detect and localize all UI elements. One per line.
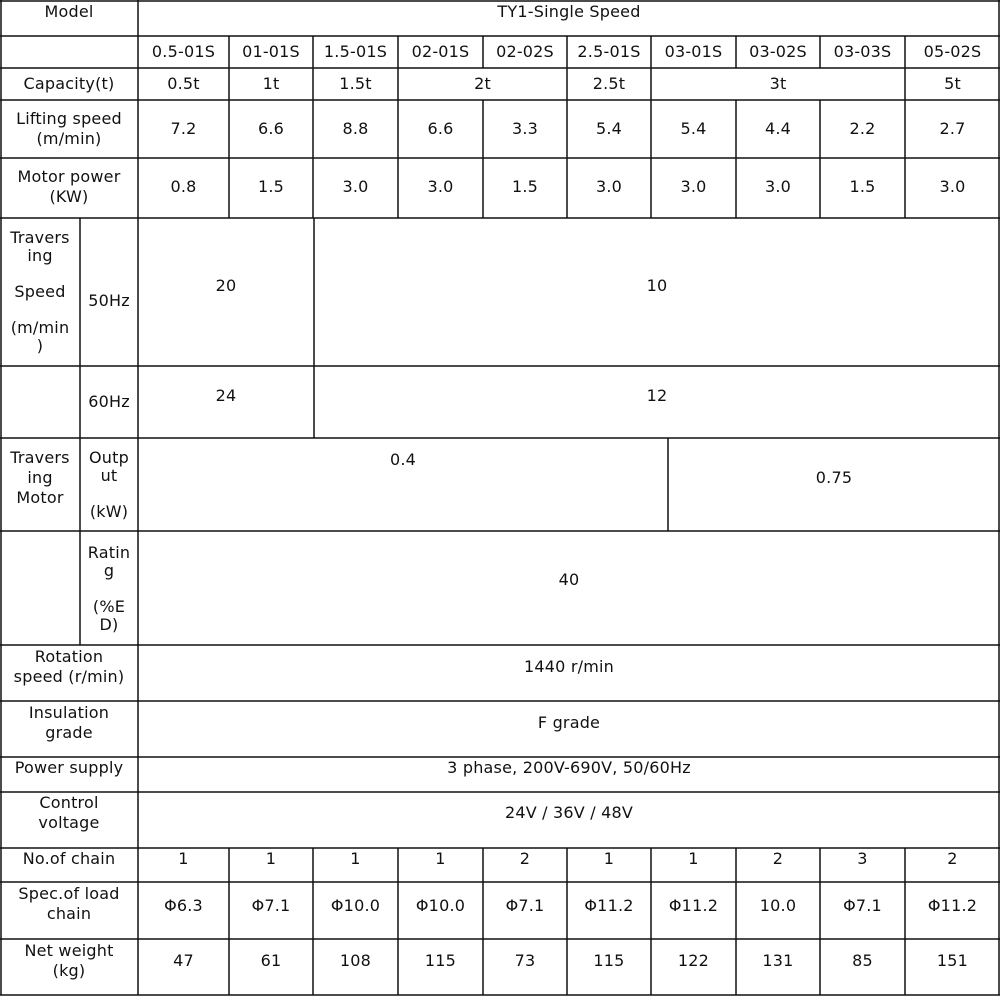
- hz60-value: 24: [215, 386, 237, 405]
- model-header: Model: [44, 2, 94, 21]
- lifting-speed-value: 3.3: [511, 119, 539, 138]
- rotation-speed-label: Rotation speed (r/min): [13, 647, 125, 686]
- net-weight-value: 115: [424, 951, 457, 970]
- chain-spec-label: Spec.of load chain: [18, 884, 120, 923]
- net-weight-value: 122: [677, 951, 710, 970]
- control-voltage-value: 24V / 36V / 48V: [504, 803, 634, 822]
- capacity-value: 0.5t: [167, 74, 200, 93]
- motor-power-label: Motor power (KW): [17, 167, 121, 206]
- series-title: TY1-Single Speed: [497, 2, 641, 21]
- model-code: 0.5-01S: [151, 42, 216, 61]
- net-weight-label: Net weight (kg): [24, 941, 114, 980]
- chain-spec-value: Φ11.2: [668, 896, 719, 915]
- motor-power-value: 1.5: [511, 177, 539, 196]
- capacity-value: 2.5t: [592, 74, 626, 93]
- lifting-speed-value: 8.8: [342, 119, 369, 138]
- chain-spec-value: Φ7.1: [505, 896, 545, 915]
- power-supply-value: 3 phase, 200V-690V, 50/60Hz: [447, 758, 691, 777]
- motor-power-value: 3.0: [342, 177, 369, 196]
- model-code: 03-02S: [749, 42, 807, 61]
- capacity-value: 5t: [944, 74, 961, 93]
- lifting-speed-value: 6.6: [427, 119, 454, 138]
- lifting-speed-value: 2.7: [939, 119, 966, 138]
- lifting-speed-label: Lifting speed (m/min): [16, 109, 122, 148]
- chain-count-label: No.of chain: [22, 849, 116, 868]
- net-weight-value: 47: [173, 951, 194, 970]
- lifting-speed-value: 7.2: [170, 119, 197, 138]
- hz50-value: 10: [646, 276, 668, 295]
- chain-count-value: 3: [857, 849, 868, 868]
- output-value: 0.75: [815, 468, 853, 487]
- hz50-label: 50Hz: [88, 291, 130, 310]
- chain-spec-value: 10.0: [759, 896, 797, 915]
- traversing-speed-label: Travers ing Speed (m/min ): [10, 228, 70, 355]
- net-weight-value: 85: [852, 951, 873, 970]
- chain-spec-value: Φ7.1: [843, 896, 882, 915]
- rating-label: Ratin g (%E D): [87, 543, 131, 634]
- motor-power-value: 3.0: [680, 177, 707, 196]
- capacity-label: Capacity(t): [23, 74, 115, 93]
- capacity-value: 2t: [474, 74, 491, 93]
- net-weight-value: 61: [260, 951, 282, 970]
- motor-power-value: 3.0: [427, 177, 454, 196]
- model-code: 2.5-01S: [577, 42, 641, 61]
- motor-power-value: 3.0: [939, 177, 966, 196]
- insulation-label: Insulation grade: [28, 703, 110, 742]
- lifting-speed-value: 5.4: [595, 119, 623, 138]
- chain-count-value: 1: [603, 849, 615, 868]
- capacity-value: 3t: [769, 74, 787, 93]
- net-weight-value: 131: [762, 951, 794, 970]
- net-weight-value: 151: [936, 951, 969, 970]
- model-code: 02-01S: [411, 42, 470, 61]
- model-code: 03-03S: [833, 42, 892, 61]
- chain-count-value: 1: [350, 849, 361, 868]
- lifting-speed-value: 6.6: [257, 119, 285, 138]
- model-code: 02-02S: [496, 42, 554, 61]
- chain-count-value: 2: [519, 849, 531, 868]
- rating-value: 40: [558, 570, 580, 589]
- net-weight-value: 115: [593, 951, 625, 970]
- control-voltage-label: Control voltage: [38, 793, 100, 832]
- chain-count-value: 2: [772, 849, 784, 868]
- net-weight-value: 108: [339, 951, 372, 970]
- capacity-value: 1t: [262, 74, 280, 93]
- model-code: 03-01S: [664, 42, 723, 61]
- insulation-value: F grade: [537, 713, 601, 732]
- lifting-speed-value: 5.4: [680, 119, 707, 138]
- power-supply-label: Power supply: [14, 758, 124, 777]
- rotation-speed-value: 1440 r/min: [524, 657, 614, 676]
- lifting-speed-value: 2.2: [849, 119, 876, 138]
- chain-spec-value: Φ11.2: [584, 896, 634, 915]
- model-code: 05-02S: [923, 42, 982, 61]
- lifting-speed-value: 4.4: [764, 119, 792, 138]
- model-code: 1.5-01S: [323, 42, 388, 61]
- chain-spec-value: Φ7.1: [251, 896, 291, 915]
- chain-spec-value: Φ6.3: [164, 896, 203, 915]
- traversing-motor-label: Travers ing Motor: [10, 448, 70, 507]
- output-label: Outp ut (kW): [89, 448, 129, 521]
- chain-count-value: 1: [435, 849, 446, 868]
- net-weight-value: 73: [514, 951, 536, 970]
- chain-count-value: 2: [947, 849, 958, 868]
- chain-spec-value: Φ11.2: [927, 896, 978, 915]
- capacity-value: 1.5t: [339, 74, 372, 93]
- hz50-value: 20: [215, 276, 237, 295]
- motor-power-value: 3.0: [595, 177, 623, 196]
- motor-power-value: 0.8: [170, 177, 197, 196]
- hz60-value: 12: [646, 386, 668, 405]
- chain-count-value: 1: [265, 849, 277, 868]
- motor-power-value: 1.5: [849, 177, 876, 196]
- chain-count-value: 1: [688, 849, 699, 868]
- chain-spec-value: Φ10.0: [330, 896, 381, 915]
- motor-power-value: 1.5: [257, 177, 285, 196]
- chain-spec-value: Φ10.0: [415, 896, 466, 915]
- model-code: 01-01S: [242, 42, 300, 61]
- output-value: 0.4: [389, 450, 417, 469]
- hz60-label: 60Hz: [88, 392, 130, 411]
- chain-count-value: 1: [178, 849, 189, 868]
- motor-power-value: 3.0: [764, 177, 792, 196]
